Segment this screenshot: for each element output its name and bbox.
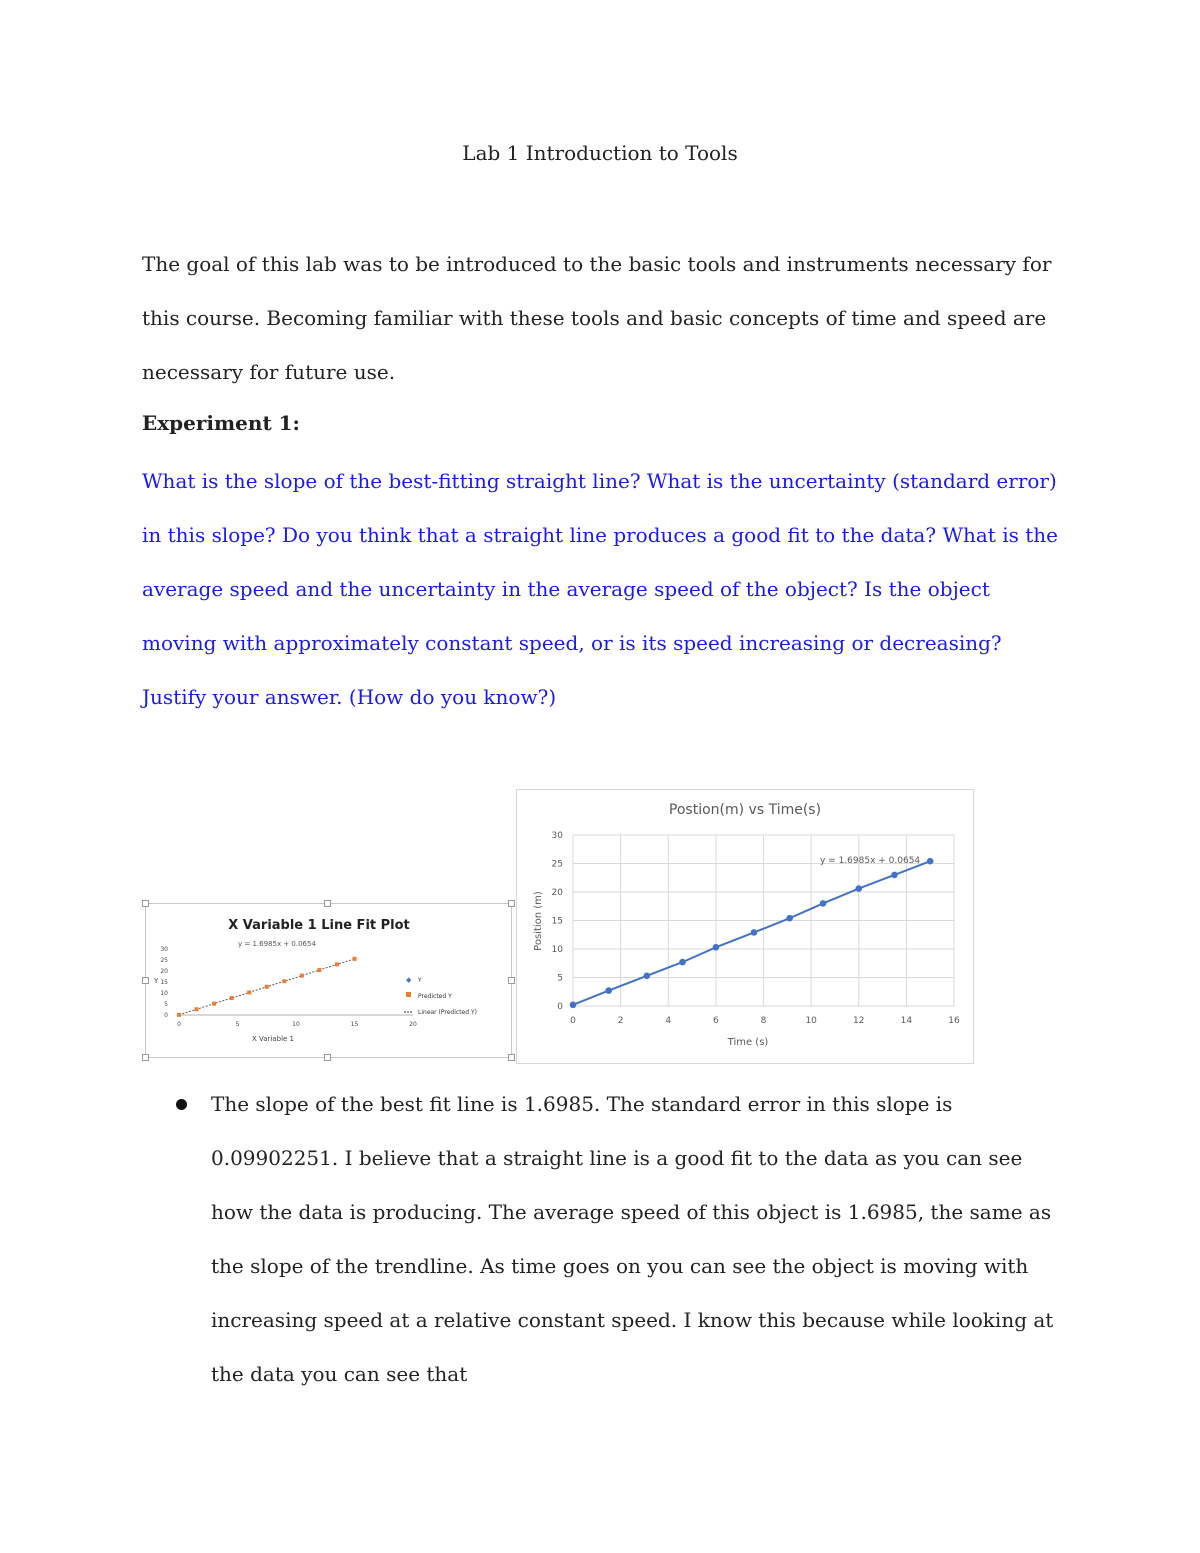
bullet-icon [176,1099,187,1110]
predicted-point [247,990,251,994]
x-axis-label: Time (s) [727,1037,769,1048]
y-tick-label: 10 [160,990,168,997]
predicted-point [317,968,321,972]
y-tick-label: 0 [557,1002,563,1012]
data-point [751,929,758,936]
line-fit-plot-chart[interactable] [145,903,512,1058]
data-point [927,858,934,865]
predicted-point [282,979,286,983]
x-tick-label: 12 [853,1016,865,1026]
x-tick-label: 5 [235,1021,240,1028]
x-tick-label: 2 [617,1016,624,1026]
x-tick-label: 15 [350,1021,359,1028]
line-fit-plot-svg [146,904,511,1057]
legend-label-predicted: Predicted Y [418,993,452,1000]
x-tick-label: 14 [900,1016,913,1026]
trendline-equation: y = 1.6985x + 0.0654 [820,856,921,866]
data-point [820,900,827,907]
resize-handle[interactable] [142,977,149,984]
y-tick-label: 30 [551,831,563,841]
x-tick-label: 16 [948,1016,960,1026]
data-point [713,944,720,951]
y-tick-label: 10 [551,945,563,955]
x-tick-label: 4 [665,1016,672,1026]
y-axis-label: Position (m) [533,891,544,951]
question-paragraph: What is the slope of the best-fitting straight line? What is the uncertainty (standard error) in this slope? Do you think that a straight line produces a good fit to the data? What is the average speed and the uncertainty in the average speed of the object? Is the object moving with approximately constant speed, or is its speed increasing or decreasing? Justify your answer. (How do you know?) [142,469,1058,709]
predicted-point [335,962,339,966]
data-point [855,885,862,892]
x-tick-label: 0 [570,1016,576,1026]
intro-paragraph: The goal of this lab was to be introduced to the basic tools and instruments necessary for this course. Becoming familiar with these tools and basic concepts of time and speed are necessary for future use. [142,252,1052,384]
y-axis-label: Y [154,977,159,985]
legend-label-y: Y [418,977,422,984]
x-tick-label: 20 [409,1021,417,1028]
predicted-point [353,957,357,961]
predicted-point [177,1013,181,1017]
resize-handle[interactable] [508,977,515,984]
legend-label-linear: Linear (Predicted Y) [418,1009,477,1016]
predicted-point [230,996,234,1000]
y-tick-label: 5 [557,973,563,984]
x-tick-label: 6 [713,1016,719,1026]
resize-handle[interactable] [508,900,515,907]
x-tick-label: 10 [805,1016,817,1026]
trendline-equation: y = 1.6985x + 0.0654 [238,940,316,948]
answer-bullet-text: The slope of the best fit line is 1.6985. The standard error in this slope is 0.09902251. I believe that a straight line is a good fit to the data as you can see how the data is producing. The average speed of this object is 1.6985, the same as the slope of the trendline. As time goes on you can see the object is moving with increasing speed at a relative constant speed. I know this because while looking at the data you can see that [211,1092,1054,1386]
predicted-point [300,974,304,978]
y-tick-label: 20 [160,968,168,975]
resize-handle[interactable] [508,1054,515,1061]
position-time-svg [517,790,973,1063]
y-tick-label: 15 [160,979,168,986]
chart-title: Postion(m) vs Time(s) [668,802,822,818]
x-tick-label: 10 [292,1021,300,1028]
resize-handle[interactable] [142,900,149,907]
data-point [891,872,898,879]
section-heading: Experiment 1: [142,411,300,435]
legend-marker-y: ◆ [406,976,412,984]
x-tick-label: 8 [760,1016,767,1026]
page-title: Lab 1 Introduction to Tools [462,141,738,165]
x-axis-label: X Variable 1 [251,1035,295,1043]
data-point [786,915,793,922]
y-tick-label: 5 [164,1001,168,1008]
data-point [679,959,686,966]
y-tick-label: 20 [551,888,563,898]
predicted-point [195,1007,199,1011]
resize-handle[interactable] [324,900,331,907]
data-point [605,987,612,994]
y-tick-label: 15 [551,916,563,927]
resize-handle[interactable] [142,1054,149,1061]
y-tick-label: 25 [551,859,563,870]
position-time-chart[interactable] [516,789,974,1064]
y-tick-label: 30 [160,946,168,953]
legend-marker-predicted [406,992,411,997]
data-point [570,1002,577,1009]
chart-title: X Variable 1 Line Fit Plot [228,918,410,933]
y-tick-label: 25 [160,957,168,964]
x-tick-label: 0 [177,1021,181,1028]
y-tick-label: 0 [164,1012,168,1019]
predicted-point [265,985,269,989]
data-point [644,972,651,979]
resize-handle[interactable] [324,1054,331,1061]
predicted-point [212,1002,216,1006]
